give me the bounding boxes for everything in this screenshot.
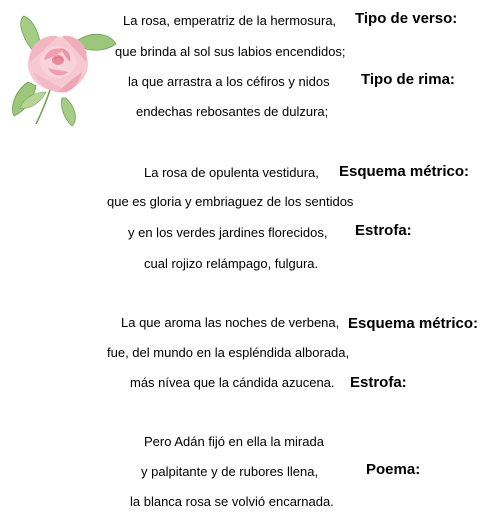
question-tipo-de-rima: Tipo de rima: bbox=[361, 71, 455, 88]
question-esquema-metrico: Esquema métrico: bbox=[339, 163, 470, 180]
verse-line: que es gloria y embriaguez de los sentidos bbox=[107, 194, 354, 209]
verse-line: más nívea que la cándida azucena. bbox=[130, 375, 335, 390]
verse-line: y en los verdes jardines florecidos, bbox=[128, 225, 328, 240]
rose-illustration-icon bbox=[6, 12, 118, 127]
verse-line: la que arrastra a los céfiros y nidos bbox=[128, 74, 330, 89]
verse-line: Pero Adán fijó en ella la mirada bbox=[144, 434, 324, 449]
question-estrofa: Estrofa: bbox=[350, 374, 407, 391]
verse-line: y palpitante y de rubores llena, bbox=[141, 464, 319, 479]
verse-line: endechas rebosantes de dulzura; bbox=[136, 104, 329, 119]
verse-line: fue, del mundo en la espléndida alborada, bbox=[107, 345, 350, 360]
verse-line: La rosa de opulenta vestidura, bbox=[144, 165, 319, 180]
question-poema: Poema: bbox=[366, 461, 421, 478]
question-tipo-de-verso: Tipo de verso: bbox=[355, 10, 458, 27]
verse-line: la blanca rosa se volvió encarnada. bbox=[130, 494, 334, 509]
verse-line: La rosa, emperatriz de la hermosura, bbox=[123, 13, 337, 28]
verse-line: que brinda al sol sus labios encendidos; bbox=[115, 44, 346, 59]
verse-line: cual rojizo relámpago, fulgura. bbox=[144, 256, 319, 271]
question-esquema-metrico: Esquema métrico: bbox=[348, 315, 479, 332]
question-estrofa: Estrofa: bbox=[355, 222, 412, 239]
verse-line: La que aroma las noches de verbena, bbox=[121, 315, 340, 330]
